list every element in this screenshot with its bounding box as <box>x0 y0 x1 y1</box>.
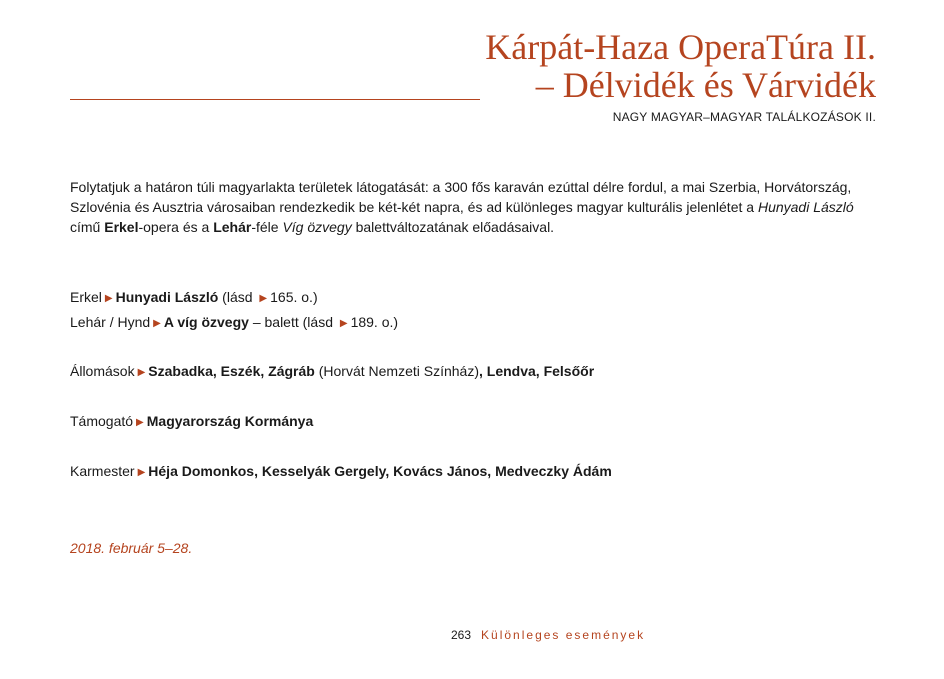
work-composer: Erkel <box>70 289 102 305</box>
arrow-icon: ▶ <box>137 467 146 478</box>
intro-text-1: Folytatjuk a határon túli magyarlakta területek látogatását: a 300 fős karaván ezúttal délre fordul, a mai Szerbia, Horvátország, Szlovénia és Ausztria városaiban rendezkedik be két-két napra, és ad különleges magyar kulturális jelenlétet a <box>70 179 852 215</box>
conductor-row <box>70 460 612 485</box>
works-list <box>70 286 398 336</box>
work-ref-text: (lásd <box>218 289 257 305</box>
intro-text-2: című <box>70 219 105 235</box>
page-subtitle: NAGY MAGYAR–MAGYAR TALÁLKOZÁSOK II. <box>612 110 876 124</box>
intro-paragraph <box>70 177 880 237</box>
stations-row <box>70 360 594 385</box>
title-rule <box>70 99 480 100</box>
title-line-2: – Délvidék és Várvidék <box>535 65 876 105</box>
stations-note: (Horvát Nemzeti Színház) <box>314 363 479 379</box>
page-footer <box>451 628 645 642</box>
work-ref-text: – balett (lásd <box>248 314 337 330</box>
work-item-hunyadi <box>70 286 398 311</box>
event-date: 2018. február 5–28. <box>70 540 193 556</box>
work-title: A víg özvegy <box>163 314 249 330</box>
work-page-ref[interactable]: 189. o.) <box>350 314 399 330</box>
intro-text-3: -opera és a <box>138 219 214 235</box>
sponsor-label: Támogató <box>70 413 134 429</box>
stations-main: Szabadka, Eszék, Zágráb <box>148 363 315 379</box>
section-name: Különleges események <box>481 628 646 642</box>
work-composer: Lehár / Hynd <box>70 314 151 330</box>
intro-lehar: Lehár <box>213 219 252 235</box>
arrow-icon: ▶ <box>136 417 144 428</box>
title-line-1: Kárpát-Haza OperaTúra II. <box>485 27 876 67</box>
intro-text-4: -féle <box>251 219 283 235</box>
page-title <box>485 28 876 104</box>
arrow-icon: ▶ <box>339 318 348 329</box>
stations-label: Állomások <box>70 363 135 379</box>
stations-more: , Lendva, Felsőőr <box>479 363 595 379</box>
arrow-icon: ▶ <box>153 318 161 329</box>
work-page-ref[interactable]: 165. o.) <box>270 289 318 305</box>
work-item-vig-ozvegy <box>70 311 398 336</box>
arrow-icon: ▶ <box>104 293 113 304</box>
work-title: Hunyadi László <box>115 289 219 305</box>
conductor-label: Karmester <box>70 463 135 479</box>
arrow-icon: ▶ <box>259 293 268 304</box>
intro-hunyadi: Hunyadi László <box>757 199 854 215</box>
conductor-value: Héja Domonkos, Kesselyák Gergely, Kovács János, Medveczky Ádám <box>148 463 612 479</box>
sponsor-row <box>70 410 313 435</box>
intro-vig-ozvegy: Víg özvegy <box>282 219 352 235</box>
intro-erkel: Erkel <box>104 219 139 235</box>
arrow-icon: ▶ <box>137 367 146 378</box>
page-number: 263 <box>451 628 472 642</box>
intro-text-5: balettváltozatának előadásaival. <box>351 219 555 235</box>
sponsor-value: Magyarország Kormánya <box>146 413 314 429</box>
